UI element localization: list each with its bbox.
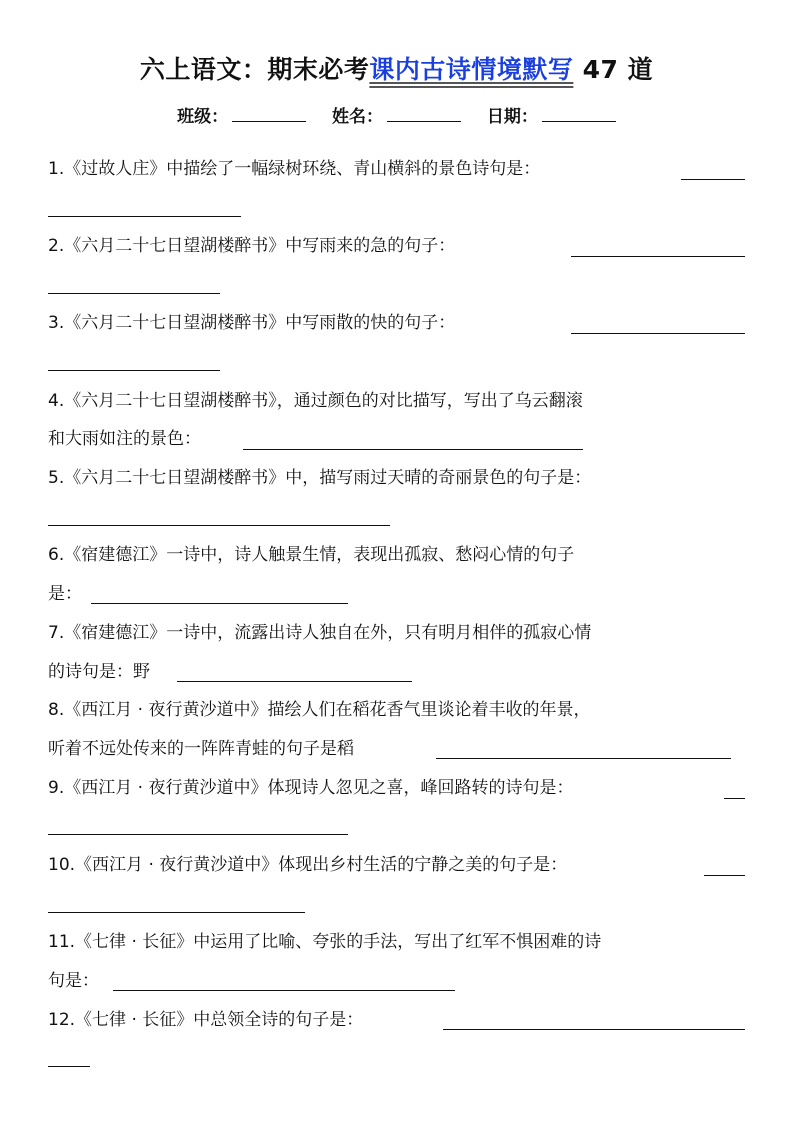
date-field: 日期： bbox=[487, 102, 616, 127]
answer-blank-2b[interactable] bbox=[48, 293, 220, 294]
question-11-line2: 句是： bbox=[48, 971, 99, 991]
answer-blank-1a[interactable] bbox=[681, 179, 745, 180]
class-field: 班级： bbox=[177, 102, 306, 127]
question-8-line2: 听着不远处传来的一阵阵青蛙的句子是稻 bbox=[48, 739, 354, 759]
answer-blank-8[interactable] bbox=[436, 758, 731, 759]
answer-blank-6[interactable] bbox=[91, 603, 348, 604]
answer-blank-3a[interactable] bbox=[571, 333, 745, 334]
date-blank[interactable] bbox=[542, 105, 616, 122]
answer-blank-9a[interactable] bbox=[724, 798, 745, 799]
question-9: 9.《西江月 · 夜行黄沙道中》体现诗人忽见之喜，峰回路转的诗句是： bbox=[48, 778, 574, 798]
question-4: 4.《六月二十七日望湖楼醉书》，通过颜色的对比描写，写出了乌云翻滚 bbox=[48, 391, 583, 411]
question-2: 2.《六月二十七日望湖楼醉书》中写雨来的急的句子： bbox=[48, 236, 456, 256]
question-10: 10.《西江月 · 夜行黄沙道中》体现出乡村生活的宁静之美的句子是： bbox=[48, 855, 568, 875]
answer-blank-11[interactable] bbox=[113, 990, 455, 991]
answer-blank-7[interactable] bbox=[177, 681, 412, 682]
question-5: 5.《六月二十七日望湖楼醉书》中，描写雨过天晴的奇丽景色的句子是： bbox=[48, 468, 592, 488]
question-6: 6.《宿建德江》一诗中，诗人触景生情，表现出孤寂、愁闷心情的句子 bbox=[48, 545, 575, 565]
name-blank[interactable] bbox=[387, 105, 461, 122]
question-1: 1.《过故人庄》中描绘了一幅绿树环绕、青山横斜的景色诗句是： bbox=[48, 159, 541, 179]
question-7: 7.《宿建德江》一诗中，流露出诗人独自在外，只有明月相伴的孤寂心情 bbox=[48, 623, 592, 643]
answer-blank-3b[interactable] bbox=[48, 370, 220, 371]
question-6-line2: 是： bbox=[48, 584, 82, 604]
question-4-line2: 和大雨如注的景色： bbox=[48, 429, 201, 449]
question-7-line2: 的诗句是：野 bbox=[48, 662, 150, 682]
title-highlight: 课内古诗情境默写 bbox=[369, 55, 574, 84]
title-suffix: 47 道 bbox=[573, 55, 654, 84]
question-12: 12.《七律 · 长征》中总领全诗的句子是： bbox=[48, 1010, 364, 1030]
answer-blank-5[interactable] bbox=[48, 525, 390, 526]
name-field: 姓名： bbox=[332, 102, 461, 127]
answer-blank-10b[interactable] bbox=[48, 912, 305, 913]
answer-blank-2a[interactable] bbox=[571, 256, 745, 257]
answer-blank-9b[interactable] bbox=[48, 834, 348, 835]
answer-blank-1b[interactable] bbox=[48, 216, 241, 217]
answer-blank-12a[interactable] bbox=[443, 1029, 745, 1030]
answer-blank-4[interactable] bbox=[243, 449, 583, 450]
student-info-row bbox=[0, 102, 793, 127]
question-8: 8.《西江月 · 夜行黄沙道中》描绘人们在稻花香气里谈论着丰收的年景， bbox=[48, 700, 591, 720]
document-title bbox=[0, 50, 793, 86]
question-3: 3.《六月二十七日望湖楼醉书》中写雨散的快的句子： bbox=[48, 313, 456, 333]
answer-blank-10a[interactable] bbox=[704, 875, 745, 876]
title-prefix: 六上语文：期末必考 bbox=[139, 55, 370, 84]
answer-blank-12b[interactable] bbox=[48, 1066, 90, 1067]
question-11: 11.《七律 · 长征》中运用了比喻、夸张的手法，写出了红军不惧困难的诗 bbox=[48, 932, 602, 952]
class-blank[interactable] bbox=[232, 105, 306, 122]
